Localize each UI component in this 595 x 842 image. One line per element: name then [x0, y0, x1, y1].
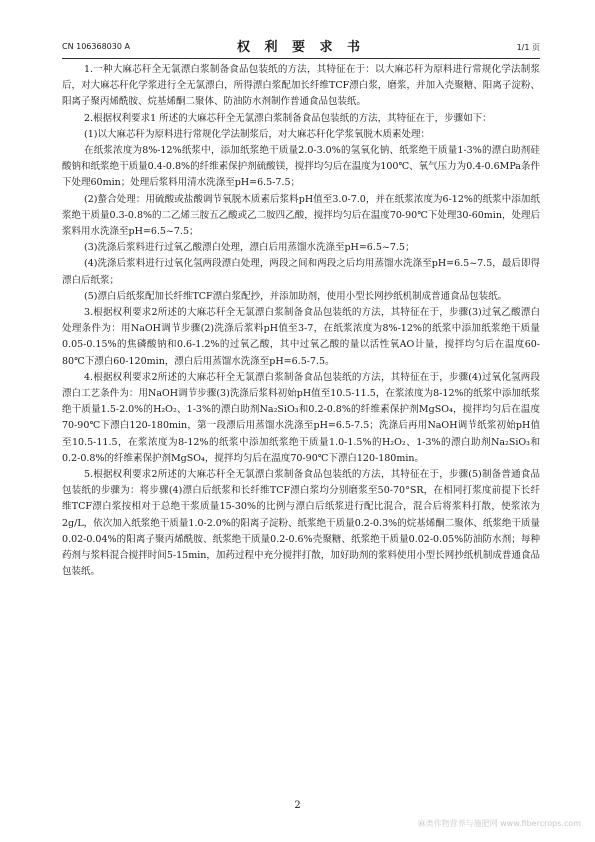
claim-4: 4.根据权利要求2所述的大麻芯秆全无氯漂白浆制备食品包装纸的方法，其特征在于，步骤(4)过氧化氢两段漂白工艺条件为：用NaOH调节步骤(3)洗涤后浆料初始pH值至10.5-11.5，在浆浓度为8-12%的纸浆中添加纸浆绝干质量1.5-2.0%的H₂O₂、1-3%的漂白助剂Na₂SiO₃和0.2-0.8%的纤维素保护剂MgSO₄，搅拌均匀后在温度70-90℃下漂白120-180min，第一段漂后用蒸馏水洗涤至pH=6.5-7.5；洗涤后再用NaOH调节纸浆初始pH值至10.5-11.5，在浆浓度为8-12%的纸浆中添加纸浆绝干质量1.0-1.5%的H₂O₂、1-3%的漂白助剂Na₂SiO₃和0.2-0.8%的纤维素保护剂MgSO₄，搅拌均匀后在温度70-90℃下漂白120-180min。 [62, 371, 540, 464]
claim-2-step-3: (3)洗涤后浆料进行过氧乙酸漂白处理，漂白后用蒸馏水洗涤至pH=6.5~7.5； [84, 242, 415, 254]
document-number: CN 106368030 A [62, 42, 130, 51]
claim-1: 1.一种大麻芯秆全无氯漂白浆制备食品包装纸的方法，其特征在于：以大麻芯秆为原料进行常规化学法制浆后，对大麻芯秆化学浆进行全无氯漂白，所得漂白浆配加长纤维TCF漂白浆，磨浆，并加入壳聚糖、阳离子淀粉、阳离子聚丙烯酰胺、烷基烯酮二聚体、防油防水剂制作普通食品包装纸。 [62, 64, 540, 108]
claim-2-step-5: (5)漂白后纸浆配加长纤维TCF漂白浆配抄，并添加助剂，使用小型长网抄纸机制成普通食品包装纸。 [84, 290, 508, 302]
page-number: 2 [294, 800, 301, 811]
claim-2-step-2: (2)螯合处理：用硫酸或盐酸调节氧脱木质素后浆料pH值至3.0-7.0，并在纸浆浓度为6-12%的纸浆中添加纸浆绝干质量0.3-0.8%的二乙烯三胺五乙酸或乙二胺四乙酸，搅拌均匀后在温度70-90℃下处理30-60min，处理后浆料用水洗涤至pH=6.5~7.5； [62, 193, 540, 238]
page-indicator: 1/1 页 [516, 43, 540, 52]
claims-body [62, 62, 540, 581]
watermark: 麻类作物营养与施肥网 www.fibercrops.com [417, 819, 581, 828]
header-rule [62, 58, 540, 59]
claim-2: 2.根据权利要求1 所述的大麻芯秆全无氯漂白浆制备食品包装纸的方法，其特征在于，步骤如下： [84, 112, 492, 124]
page-title: 权 利 要 求 书 [236, 40, 366, 55]
claim-5: 5.根据权利要求2所述的大麻芯秆全无氯漂白浆制备食品包装纸的方法，其特征在于，步骤(5)制备普通食品包装纸的步骤为：将步骤(4)漂白后纸浆和长纤维TCF漂白浆均分别磨浆至50-70°SR，在相同打浆度前提下长纤维TCF漂白浆按相对于总绝干浆质量15-30%的比例与漂白后纸浆进行配比混合，混合后将浆料打散，使浆浓为2g/L，依次加入纸浆绝干质量1.0-2.0%的阳离子淀粉、纸浆绝干质量0.2-0.3%的烷基烯酮二聚体、纸浆绝干质量0.02-0.04%的阳离子聚丙烯酰胺、纸浆绝干质量0.2-0.6%壳聚糖、纸浆绝干质量0.02-0.05%防油防水剂；每种药剂与浆料混合搅拌时间5-15min，加药过程中充分搅拌打散，加好助剂的浆料使用小型长网抄纸机制成普通食品包装纸。 [62, 469, 540, 578]
claim-2-step-1-detail: 在纸浆浓度为8%-12%纸浆中，添加纸浆绝干质量2.0-3.0%的氢氧化钠、纸浆绝干质量1-3%的漂白助剂硅酸钠和纸浆绝干质量0.4-0.8%的纤维素保护剂硫酸镁，搅拌均匀后在温度为100℃、氧气压力为0.4-0.6MPa条件下处理60min；处理后浆料用清水洗涤至pH=6.5-7.5； [62, 145, 540, 189]
claim-2-step-1: (1)以大麻芯秆为原料进行常规化学法制浆后，对大麻芯秆化学浆氧脱木质素处理： [84, 128, 430, 140]
claim-3: 3.根据权利要求2所述的大麻芯秆全无氯漂白浆制备食品包装纸的方法，其特征在于，步骤(3)过氧乙酸漂白处理条件为：用NaOH调节步骤(2)洗涤后浆料pH值至3-7，在纸浆浓度为8%-12%的纸浆中添加纸浆绝干质量0.05-0.15%的焦磷酸钠和0.6-1.2%的过氧乙酸，其中过氧乙酸的量以活性氧AO计量，搅拌均匀后在温度60-80℃下漂白60-120min，漂白后用蒸馏水洗涤至pH=6.5-7.5。 [62, 307, 540, 367]
page-header [62, 36, 540, 58]
claim-2-step-4: (4)洗涤后浆料进行过氧化氢两段漂白处理，两段之间和两段之后均用蒸馏水洗涤至pH=6.5~7.5，最后即得漂白后纸浆； [62, 258, 540, 286]
